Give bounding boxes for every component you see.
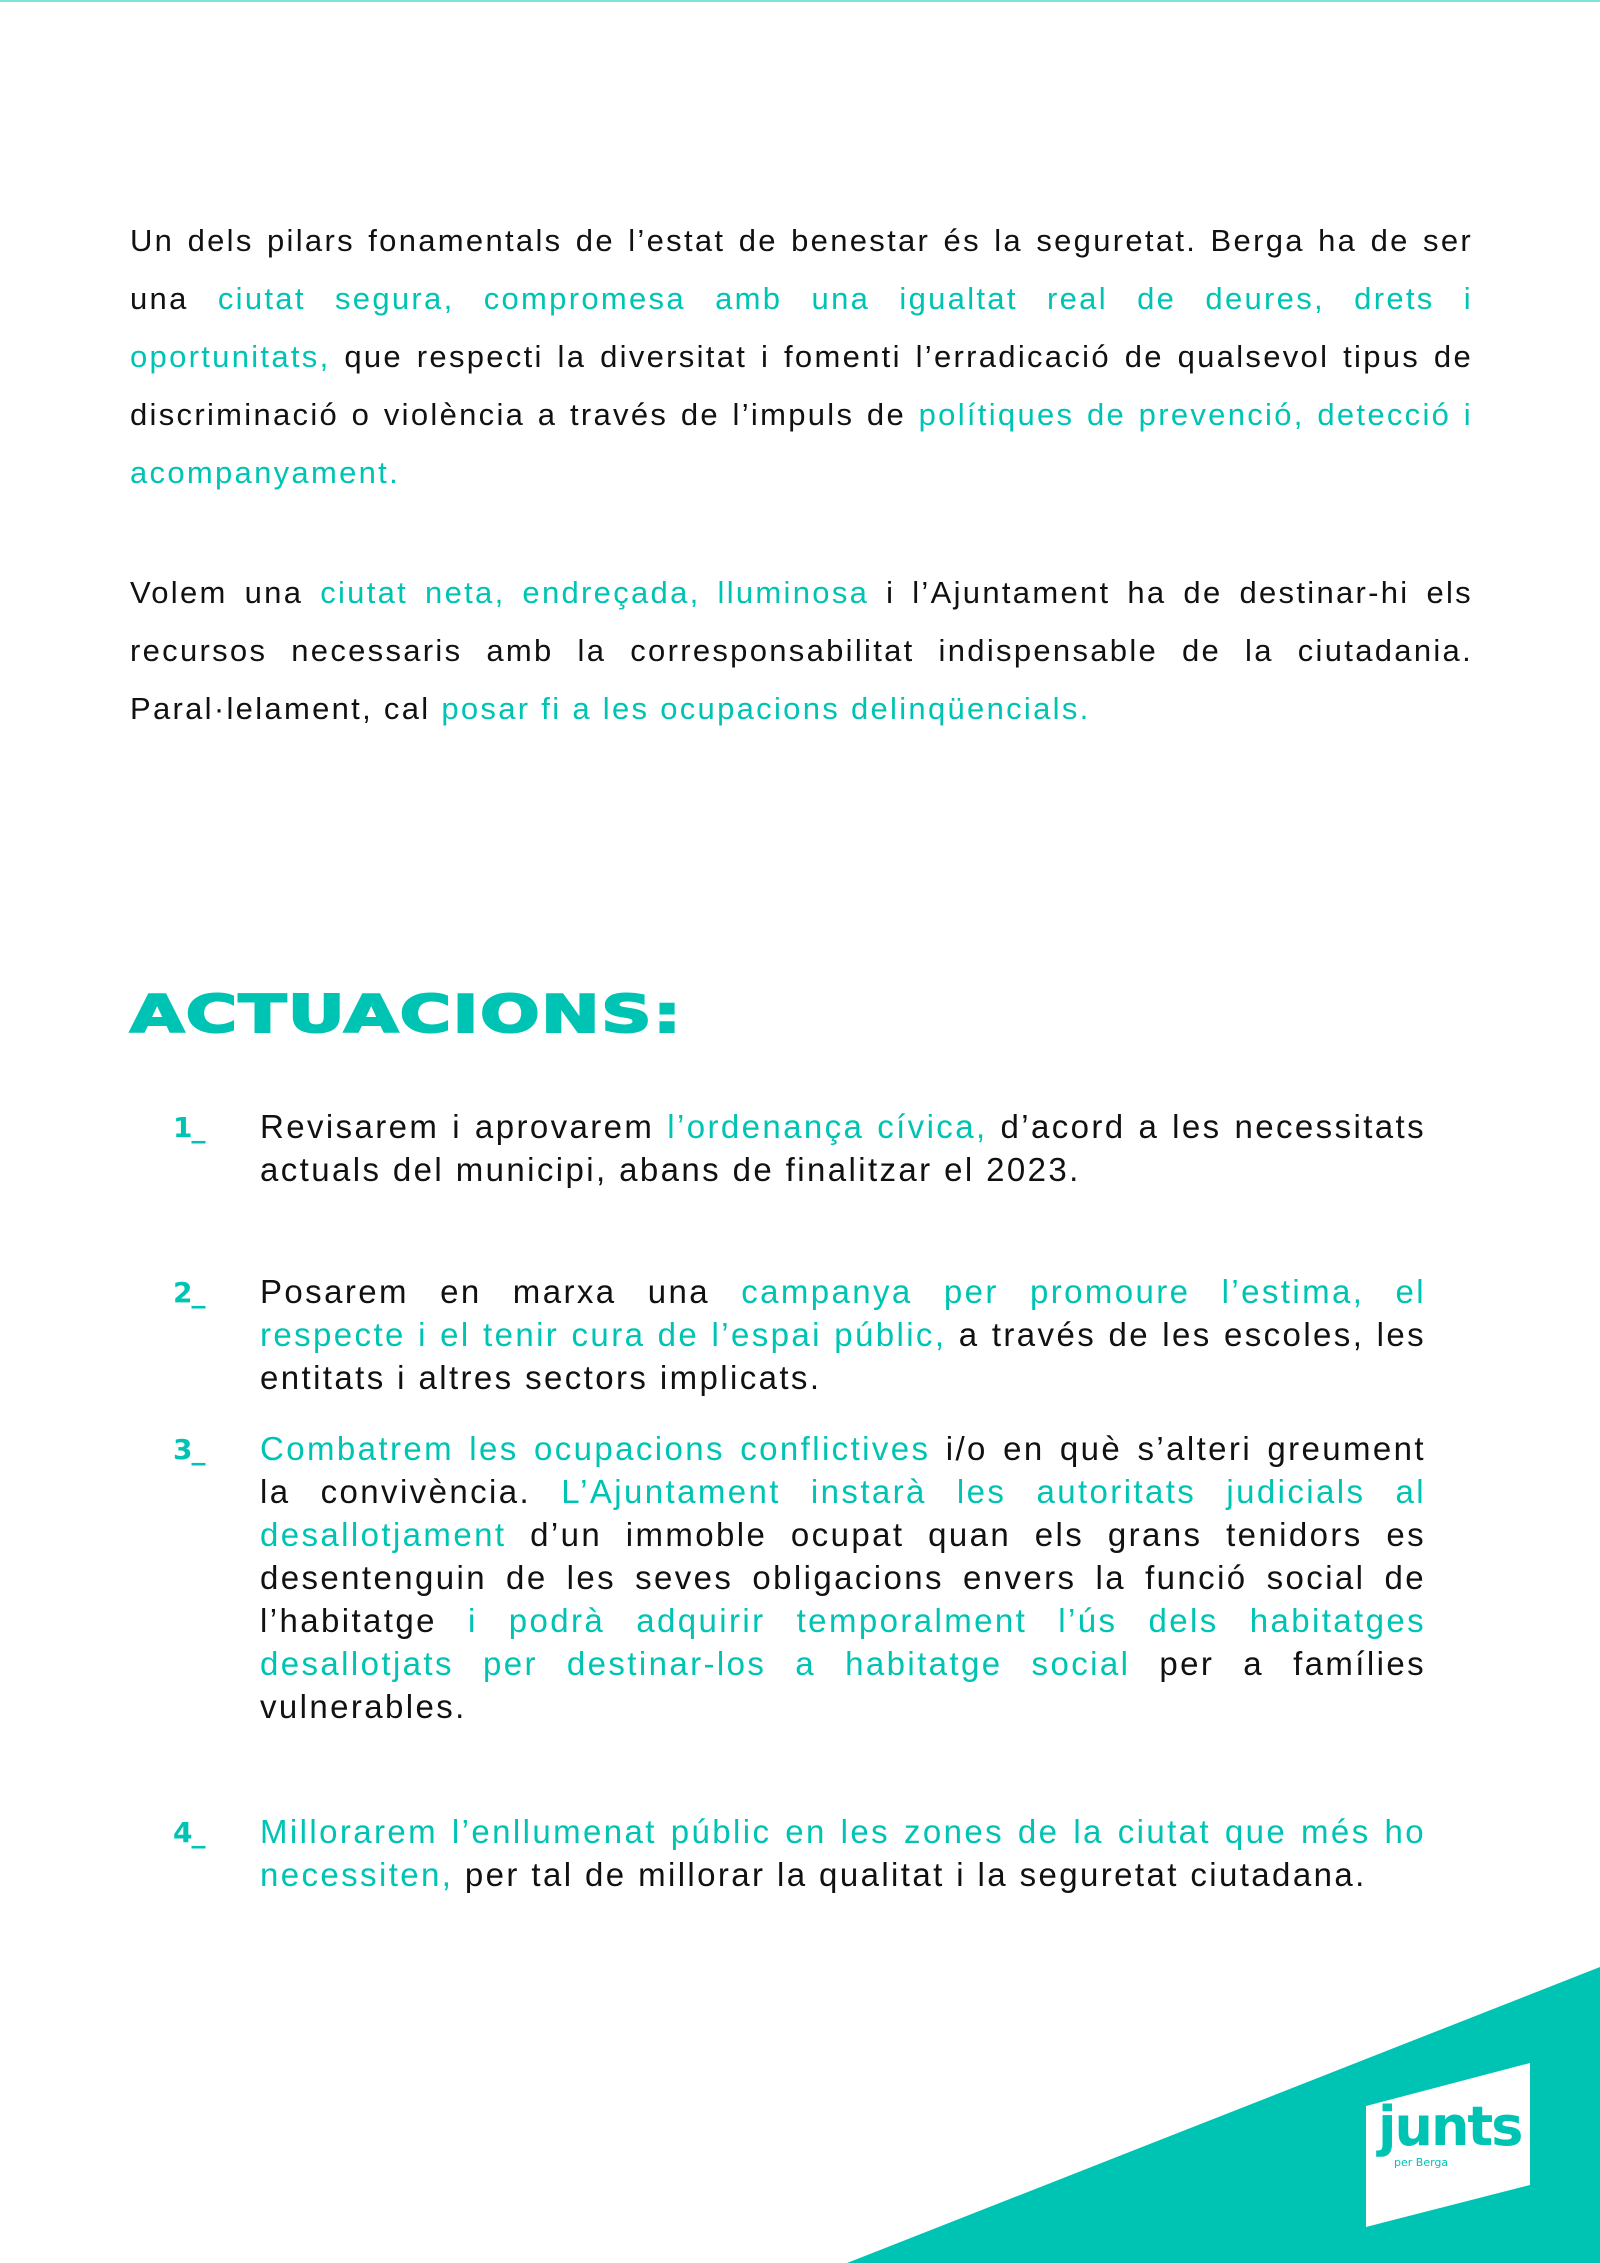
highlighted-text: campanya per promoure l’estima, el respecte i el tenir cura de l’espai públic, [260,1273,1426,1353]
highlighted-text: Millorarem l’enllumenat públic en les zones de la ciutat que més ho necessiten, [260,1813,1426,1893]
text-segment: que respecti la diversitat i fomenti l’erradicació de qualsevol tipus de discriminació o violència a través de l’impuls de [130,339,1473,432]
highlighted-text: polítiques de prevenció, detecció i acompanyament. [130,397,1473,490]
highlighted-text: ciutat neta, endreçada, lluminosa [320,575,870,610]
item-number: 1_ [173,1111,205,1144]
section-heading: ACTUACIONS: [130,985,683,1045]
highlighted-text: i podrà adquirir temporalment l’ús dels habitatges desallotjats per destinar-los a habitatge social [260,1602,1426,1682]
text-segment: d’acord a les necessitats actuals del municipi, abans de finalitzar el 2023. [260,1108,1426,1188]
text-segment: Revisarem i aprovarem [260,1108,668,1145]
text-segment: Posarem en marxa una [260,1273,742,1310]
logo: junts [1378,2095,1522,2158]
item-number: 3_ [173,1433,205,1466]
text-segment: Volem una [130,575,321,610]
highlighted-text: L’Ajuntament instarà les autoritats judicials al desallotjament [260,1473,1426,1553]
highlighted-text: Combatrem les ocupacions conflictives [260,1430,931,1467]
text-segment: i/o en què s’alteri greument la convivència. [260,1430,1426,1510]
text-segment: a través de les escoles, les entitats i altres sectors implicats. [260,1316,1426,1396]
text-segment: per tal de millorar la qualitat i la seguretat ciutadana. [453,1856,1367,1893]
highlighted-text: ciutat segura, compromesa amb una igualtat real de deures, drets i oportunitats, [130,281,1473,374]
text-segment: d’un immoble ocupat quan els grans tenidors es desentenguin de les seves obligacions envers la funció social de l’habitatge [260,1516,1426,1639]
item-number: 2_ [173,1276,205,1309]
text-segment: Un dels pilars fonamentals de l’estat de benestar és la seguretat. Berga ha de ser una [130,223,1473,316]
text-segment: i l’Ajuntament ha de destinar-hi els recursos necessaris amb la corresponsabilitat indispensable de la ciutadania. Paral·lelament, cal [130,575,1473,726]
highlighted-text: posar fi a les ocupacions delinqüencials. [441,691,1091,726]
item-number: 4_ [173,1816,205,1849]
highlighted-text: l’ordenança cívica, [667,1108,988,1145]
text-segment: per a famílies vulnerables. [260,1645,1426,1725]
logo-subtitle: per Berga [1394,2156,1449,2169]
